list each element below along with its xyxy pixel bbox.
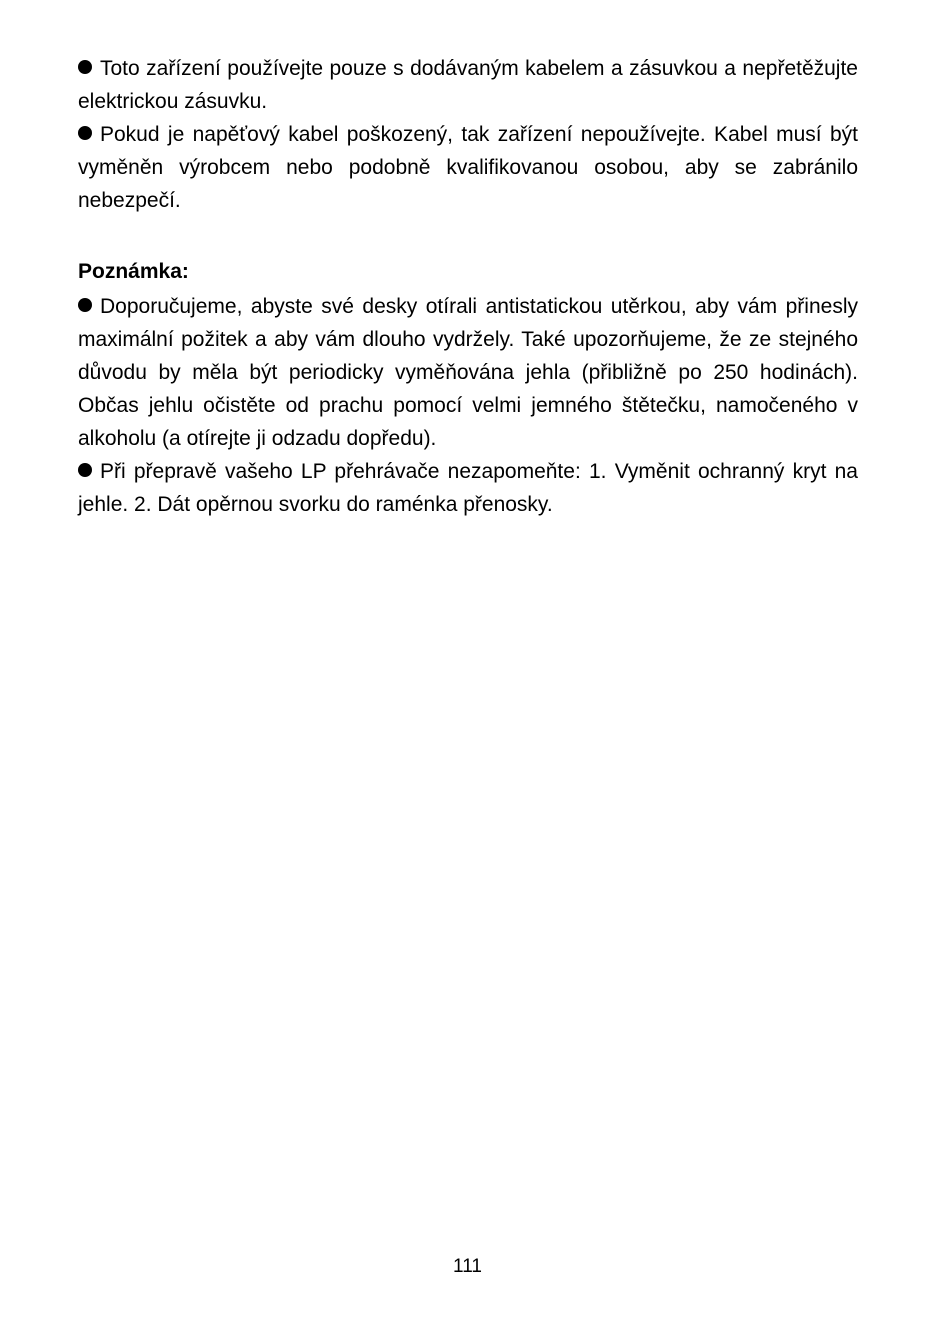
bullet-icon	[78, 463, 92, 477]
bullet-icon	[78, 126, 92, 140]
paragraph-text: Toto zařízení používejte pouze s dodávaným kabelem a zásuvkou a nepřetěžujte elektrickou zásuvku.	[78, 57, 858, 113]
bullet-paragraph	[78, 455, 858, 521]
spacer	[78, 217, 858, 255]
bullet-paragraph	[78, 290, 858, 455]
paragraph-text: Pokud je napěťový kabel poškozený, tak zařízení nepoužívejte. Kabel musí být vyměněn výrobcem nebo podobně kvalifikovanou osobou, aby se zabránilo nebezpečí.	[78, 123, 858, 212]
bullet-paragraph	[78, 118, 858, 217]
document-page	[78, 52, 858, 521]
bullet-icon	[78, 298, 92, 312]
bullet-icon	[78, 60, 92, 74]
bullet-paragraph	[78, 52, 858, 118]
note-heading: Poznámka:	[78, 260, 189, 283]
paragraph-text: Doporučujeme, abyste své desky otírali antistatickou utěrkou, aby vám přinesly maximální požitek a aby vám dlouho vydržely. Také upozorňujeme, že ze stejného důvodu by měla být periodicky vyměňována jehla (přibližně po 250 hodinách). Občas jehlu očistěte od prachu pomocí velmi jemného štětečku, namočeného v alkoholu (a otírejte ji odzadu dopředu).	[78, 295, 858, 450]
page-number: 111	[453, 1256, 482, 1277]
paragraph-text: Při přepravě vašeho LP přehrávače nezapomeňte: 1. Vyměnit ochranný kryt na jehle. 2. Dát opěrnou svorku do raménka přenosky.	[78, 460, 858, 516]
